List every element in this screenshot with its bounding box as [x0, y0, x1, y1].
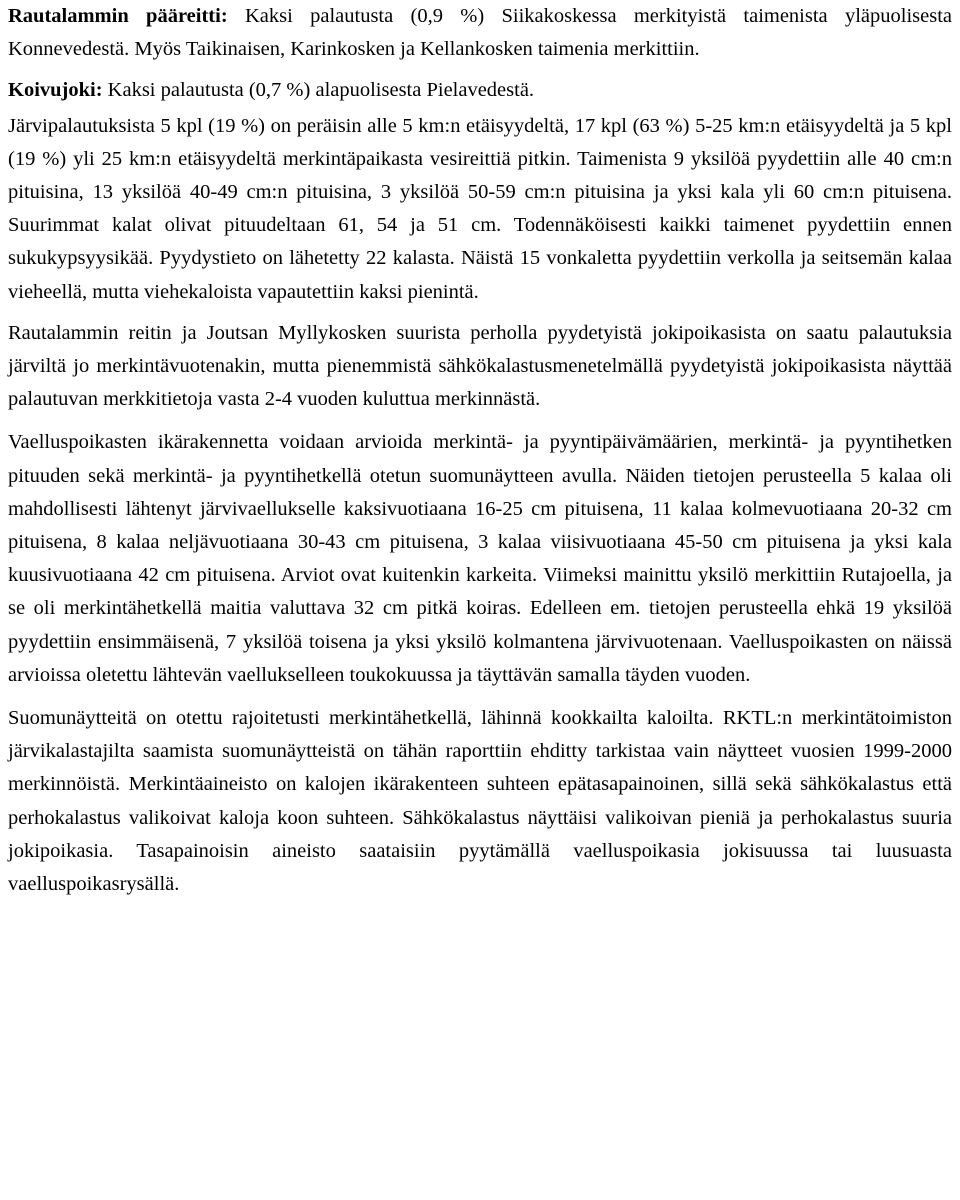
paragraph-text: Rautalammin reitin ja Joutsan Myllykosken suurista perholla pyydetyistä jokipoikasista on saatu palautuksia järviltä jo merkintävuotenakin, mutta pienemmistä sähkökalastusmenetelmällä pyydetyistä jokipoikasista näyttää palautuvan merkkitietoja vasta 2-4 vuoden kuluttua merkinnästä. [8, 321, 952, 411]
paragraph-rautalammin-reitti [8, 317, 952, 417]
paragraph-jarvipalautukset [8, 110, 952, 309]
paragraph-text: Kaksi palautusta (0,7 %) alapuolisesta Pielavedestä. [102, 79, 535, 102]
document-page [8, 0, 952, 901]
paragraph-text: Vaelluspoikasten ikärakennetta voidaan arvioida merkintä- ja pyyntipäivämäärien, merkintä- ja pyyntihetken pituuden sekä merkintä- ja pyyntihetkellä otetun suomunäytteen avulla. Näiden tietojen perusteella 5 kalaa oli mahdollisesti lähtenyt järvivaellukselle kaksivuotiaana 16-25 cm pituisena, 11 kalaa kolmevuotiaana 20-32 cm pituisena, 8 kalaa neljävuotiaana 30-43 cm pituisena, 3 kalaa viisivuotiaana 45-50 cm pituisena ja yksi kala kuusivuotiaana 42 cm pituisena. Arviot ovat kuitenkin karkeita. Viimeksi mainittu yksilö merkittiin Rutajoella, ja se oli merkintähetkellä maitia valuttava 32 cm pitkä koiras. Edelleen em. tietojen perusteella ehkä 19 yksilöä pyydettiin ensimmäisenä, 7 yksilöä toisena ja yksi yksilö kolmantena järvivuotenaan. Vaelluspoikasten on näissä arvioissa oletettu lähtevän vaellukselleen toukokuussa ja täyttävän samalla täyden vuoden. [8, 431, 952, 686]
paragraph-koivujoki [8, 74, 952, 107]
paragraph-ikarakenne [8, 426, 952, 692]
paragraph-suomunaytteet [8, 702, 952, 901]
paragraph-lead: Rautalammin pääreitti: [8, 5, 228, 27]
paragraph-lead: Koivujoki: [8, 79, 103, 102]
paragraph-text: Järvipalautuksista 5 kpl (19 %) on peräisin alle 5 km:n etäisyydeltä, 17 kpl (63 %) 5-25 km:n etäisyydeltä ja 5 kpl (19 %) yli 25 km:n etäisyydeltä merkintäpaikasta vesireittiä pitkin. Taimenista 9 yksilöä pyydettiin alle 40 cm:n pituisina, 13 yksilöä 40-49 cm:n pituisina, 3 yksilöä 50-59 cm:n pituisina ja yksi kala yli 60 cm:n pituisena. Suurimmat kalat olivat pituudeltaan 61, 54 ja 51 cm. Todennäköisesti kaikki taimenet pyydettiin ennen sukukypsyysikää. Pyydystieto on lähetetty 22 kalasta. Näistä 15 vonkaletta pyydettiin verkolla ja seitsemän kalaa vieheellä, mutta viehekaloista vapautettiin kaksi pienintä. [8, 114, 952, 303]
paragraph-text: Suomunäytteitä on otettu rajoitetusti merkintähetkellä, lähinnä kookkailta kaloilta. RKTL:n merkintätoimiston järvikalastajilta saamista suomunäytteistä on tähän raporttiin ehditty tarkistaa vain näytteet vuosien 1999-2000 merkinnöistä. Merkintäaineisto on kalojen ikärakenteen suhteen epätasapainoinen, sillä sekä sähkökalastus että perhokalastus valikoivat kaloja koon suhteen. Sähkökalastus näyttäisi valikoivan pieniä ja perhokalastus suuria jokipoikasia. Tasapainoisin aineisto saataisiin pyytämällä vaelluspoikasia jokisuussa tai luusuasta vaelluspoikasrysällä. [8, 707, 952, 896]
paragraph-rautalammin-paareitti [8, 0, 952, 66]
paragraph-text: Kaksi palautusta (0,9 %) Siikakoskessa merkityistä taimenista yläpuolisesta Konnevedestä. Myös Taikinaisen, Karinkosken ja Kellankosken taimenia merkittiin. [8, 5, 953, 61]
